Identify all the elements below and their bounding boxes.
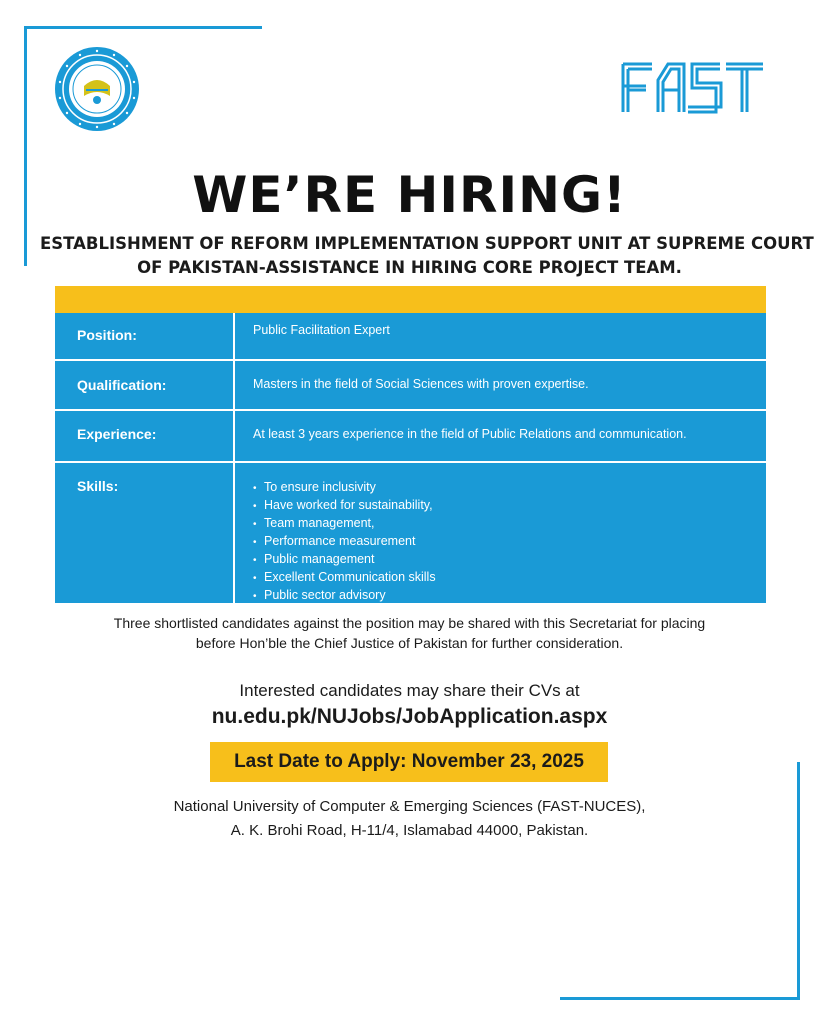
skills-value	[235, 463, 766, 603]
qualification-label: Qualification:	[55, 361, 235, 409]
note-line-2: before Hon’ble the Chief Justice of Pakistan for further consideration.	[195, 635, 624, 651]
job-details-table	[55, 286, 766, 603]
address-line-1: National University of Computer & Emerging Sciences (FAST-NUCES),	[173, 798, 646, 815]
qualification-value: Masters in the field of Social Sciences with proven expertise.	[253, 377, 589, 391]
shortlist-note	[40, 613, 779, 653]
deadline-badge	[210, 742, 608, 782]
skills-label: Skills:	[55, 463, 235, 603]
list-item: • Public sector advisory	[253, 587, 766, 605]
table-row-position	[55, 313, 766, 361]
apply-instructions: Interested candidates may share their CVs at	[239, 681, 580, 700]
list-item: • Public management	[253, 551, 766, 569]
table-row-experience	[55, 411, 766, 463]
note-line-1: Three shortlisted candidates against the position may be shared with this Secretariat for placing	[113, 615, 706, 631]
subtitle-line-1: ESTABLISHMENT OF REFORM IMPLEMENTATION SUPPORT UNIT AT SUPREME COURT	[40, 234, 814, 253]
list-item: • Team management,	[253, 515, 766, 533]
frame-corner-bottom-right-horizontal	[560, 997, 800, 1000]
experience-label: Experience:	[55, 411, 235, 461]
skills-list	[253, 479, 766, 605]
address-line-2: A. K. Brohi Road, H-11/4, Islamabad 44000, Pakistan.	[230, 822, 589, 839]
position-label: Position:	[55, 313, 235, 359]
frame-corner-top-left-vertical	[24, 26, 27, 266]
address-block	[0, 795, 819, 843]
experience-value: At least 3 years experience in the field of Public Relations and communication.	[253, 427, 687, 441]
subtitle	[40, 232, 814, 280]
subtitle-line-2: OF PAKISTAN-ASSISTANCE IN HIRING CORE PROJECT TEAM.	[137, 258, 682, 277]
list-item: • Performance measurement	[253, 533, 766, 551]
fast-logo	[620, 60, 766, 116]
list-item: • To ensure inclusivity	[253, 479, 766, 497]
table-header-band	[55, 286, 766, 313]
application-url-link[interactable]: nu.edu.pk/NUJobs/JobApplication.aspx	[211, 705, 608, 728]
deadline-text: Last Date to Apply: November 23, 2025	[234, 751, 584, 772]
table-row-skills	[55, 463, 766, 603]
page-title: WE’RE HIRING!	[192, 166, 627, 224]
list-item: • Excellent Communication skills	[253, 569, 766, 587]
table-row-qualification	[55, 361, 766, 411]
position-value: Public Facilitation Expert	[253, 323, 390, 337]
list-item: • Have worked for sustainability,	[253, 497, 766, 515]
frame-corner-top-left-horizontal	[24, 26, 262, 29]
university-seal-logo	[54, 46, 140, 132]
